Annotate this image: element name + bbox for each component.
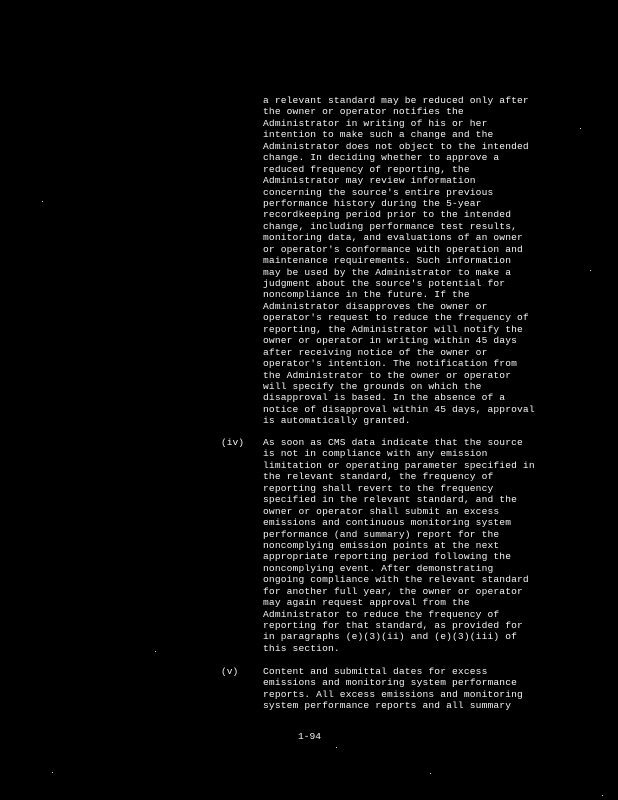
- text-line: monitoring data, and evaluations of an owner: [263, 232, 523, 244]
- scan-speck: [52, 772, 53, 773]
- text-line: the relevant standard, the frequency of: [263, 471, 494, 483]
- text-line: ongoing compliance with the relevant standard: [263, 574, 529, 586]
- text-line: reporting, the Administrator will notify the: [263, 323, 523, 335]
- text-line: reporting for that standard, as provided for: [263, 620, 523, 631]
- scan-speck: [602, 795, 603, 796]
- text-line: specified in the relevant standard, and the: [263, 494, 518, 506]
- text-line: operator's intention. The notification from: [263, 358, 518, 370]
- text-line: recordkeeping period prior to the intended: [263, 209, 512, 221]
- text-line: Administrator in writing of his or her: [263, 117, 488, 129]
- text-line: Administrator does not object to the intended: [263, 140, 529, 152]
- text-line: noncomplying emission points at the next: [263, 539, 500, 551]
- text-line: notice of disapproval within 45 days, approval: [263, 403, 535, 415]
- scan-speck: [430, 773, 431, 774]
- text-line: or operator's conformance with operation and: [263, 243, 523, 255]
- text-line: change. In deciding whether to approve a: [263, 152, 500, 164]
- text-line: performance (and summary) report for the: [263, 528, 500, 540]
- text-line: is not in compliance with any emission: [263, 448, 488, 460]
- text-line: the Administrator to the owner or operator: [263, 369, 512, 381]
- text-line: Administrator disapproves the owner or: [263, 300, 488, 312]
- scan-speck: [155, 651, 156, 652]
- text-line: judgment about the source's potential for: [263, 278, 506, 289]
- text-line: the owner or operator notifies the: [263, 106, 464, 118]
- text-line: will specify the grounds on which the: [263, 380, 482, 392]
- text-line: system performance reports and all summary: [263, 700, 512, 712]
- item-v-paragraph: [263, 666, 563, 712]
- text-line: limitation or operating parameter specified in: [263, 459, 535, 471]
- scan-speck: [590, 270, 591, 271]
- text-line: after receiving notice of the owner or: [263, 346, 488, 358]
- text-line: concerning the source's entire previous: [263, 186, 494, 198]
- text-line: noncompliance in the future. If the: [263, 289, 470, 301]
- scan-speck: [42, 201, 43, 202]
- text-line: maintenance requirements. Such information: [263, 255, 512, 267]
- text-line: As soon as CMS data indicate that the source: [263, 437, 523, 448]
- text-line: is automatically granted.: [263, 415, 411, 427]
- text-line: Content and submittal dates for excess: [263, 666, 488, 677]
- text-line: emissions and continuous monitoring system: [263, 517, 512, 529]
- text-line: appropriate reporting period following the: [263, 551, 512, 563]
- text-line: change, including performance test results,: [263, 220, 518, 232]
- text-line: noncomplying event. After demonstrating: [263, 562, 494, 574]
- text-line: owner or operator shall submit an excess: [263, 505, 500, 517]
- text-line: may be used by the Administrator to make a: [263, 266, 512, 278]
- text-line: owner or operator in writing within 45 days: [263, 335, 518, 347]
- item-marker-v: (v): [221, 666, 239, 677]
- page-number: 1-94: [298, 731, 322, 742]
- text-line: this section.: [263, 642, 340, 654]
- text-line: performance history during the 5-year: [263, 197, 482, 209]
- text-line: Administrator may review information: [263, 175, 476, 187]
- continuation-paragraph: [263, 95, 563, 427]
- text-line: a relevant standard may be reduced only after: [263, 95, 529, 106]
- item-iv-paragraph: [263, 437, 563, 654]
- text-line: reporting shall revert to the frequency: [263, 482, 494, 494]
- text-line: reduced frequency of reporting, the: [263, 163, 470, 175]
- scan-speck: [336, 747, 337, 748]
- text-line: operator's request to reduce the frequency of: [263, 312, 529, 324]
- text-line: reports. All excess emissions and monitoring: [263, 688, 523, 700]
- text-line: emissions and monitoring system performance: [263, 677, 518, 689]
- text-line: may again request approval from the: [263, 597, 470, 609]
- item-marker-iv: (iv): [221, 437, 245, 448]
- text-line: intention to make such a change and the: [263, 129, 494, 141]
- text-line: Administrator to reduce the frequency of: [263, 608, 500, 620]
- text-line: in paragraphs (e)(3)(ii) and (e)(3)(iii) of: [263, 631, 518, 643]
- text-line: disapproval is based. In the absence of a: [263, 392, 506, 404]
- scan-speck: [580, 128, 581, 129]
- text-line: for another full year, the owner or operator: [263, 585, 523, 597]
